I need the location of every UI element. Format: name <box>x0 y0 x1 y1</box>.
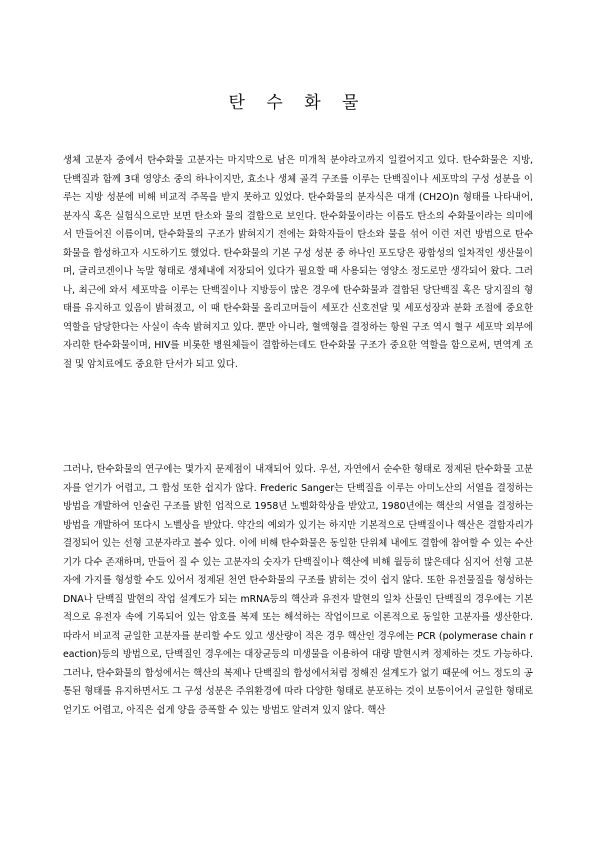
document-title: 탄 수 화 물 <box>228 93 367 113</box>
body-paragraph-2: 그러나, 탄수화물의 연구에는 몇가지 문제점이 내재되어 있다. 우선, 자연에서 순수한 형태로 정제된 탄수화물 고분자를 얻기가 어렵고, 그 합성 또한 쉽지가 않다. Frederic Sanger는 단백질을 이루는 아미노산의 서열을 결정하는 방법을 개발하여 인슐린 구조를 밝힌 업적으로 1958년 노벨화학상을 받았고, 1980년에는 핵산의 서열을 결정하는 방법을 개발하여 또다시 노벨상을 받았다. 약간의 예외가 있기는 하지만 기본적으로 단백질이나 핵산은 결합자리가 결정되어 있는 선형 고분자라고 볼수 있다. 이에 비해 탄수화물은 동일한 단위체 내에도 결합에 참여할 수 있는 수산기가 다수 존재하며, 만들어 질 수 있는 고분자의 숫자가 단백질이나 핵산에 비해 월등히 많은데다 심지어 선형 고분자에 가지를 형성할 수도 있어서 정제된 천연 탄수화물의 구조를 밝히는 것이 쉽지 않다. 또한 유전물질을 형성하는 DNA나 단백질 발현의 작업 설계도가 되는 mRNA등의 핵산과 유전자 발현의 일차 산물인 단백질의 경우에는 기본적으로 유전자 속에 기록되어 있는 암호를 복제 또는 해석하는 작업이므로 이론적으로 동일한 고분자를 생산한다. 따라서 비교적 균일한 고분자를 분리할 수도 있고 생산량이 적은 경우 핵산인 경우에는 PCR (polymerase chain reaction)등의 방법으로, 단백질인 경우에는 대장균등의 미생물을 이용하여 대량 발현시켜 정제하는 것도 가능하다. 그러나, 탄수화물의 합성에서는 핵산의 복제나 단백질의 합성에서처럼 정해진 설계도가 없기 때문에 어느 정도의 공통된 형태를 유지하면서도 그 구성 성분은 주위환경에 따라 다양한 형태로 분포하는 것이 보통이어서 균일한 형태로 얻기도 어렵고, 아직은 쉽게 양을 증폭할 수 있는 방법도 알려져 있지 않다. 핵산 <box>63 464 533 716</box>
body-paragraph-1: 생체 고분자 중에서 탄수화물 고분자는 마지막으로 남은 미개척 분야라고까지 일컬어지고 있다. 탄수화물은 지방, 단백질과 함께 3대 영양소 중의 하나이지만, 효소나 생체 골격 구조를 이루는 단백질이나 세포막의 구성 성분을 이루는 지방 성분에 비해 비교적 주목을 받지 못하고 있었다. 탄수화물의 분자식은 대개 (CH2O)n 형태를 나타내어, 분자식 혹은 실험식으로만 보면 탄소와 물의 결합으로 보인다. 탄수화물이라는 이름도 탄소의 수화물이라는 의미에서 만들어진 이름이며, 탄수화물의 구조가 밝혀지기 전에는 화학자들이 탄소와 물을 섞어 이런 저런 방법으로 탄수화물을 합성하고자 시도하기도 했었다. 탄수화물의 기본 구성 성분 중 하나인 포도당은 광합성의 일차적인 생산물이며, 글리코겐이나 녹말 형태로 생체내에 저장되어 있다가 필요할 때 사용되는 영양소 정도로만 생각되어 왔다. 그러나, 최근에 와서 세포막을 이루는 단백질이나 지방등이 많은 경우에 탄수화물과 결합된 당단백질 혹은 당지질의 형태를 유지하고 있음이 밝혀졌고, 이 때 탄수화물 올리고머들이 세포간 신호전달 및 세포성장과 분화 조절에 중요한 역할을 담당한다는 사실이 속속 밝혀지고 있다. 뿐만 아니라, 혈액형을 결정하는 항원 구조 역시 혈구 세포막 외부에 자리한 탄수화물이며, HIV를 비롯한 병원체들이 결합하는데도 탄수화물 구조가 중요한 역할을 함으로써, 면역계 조절 및 암치료에도 중요한 단서가 되고 있다. <box>63 155 533 370</box>
